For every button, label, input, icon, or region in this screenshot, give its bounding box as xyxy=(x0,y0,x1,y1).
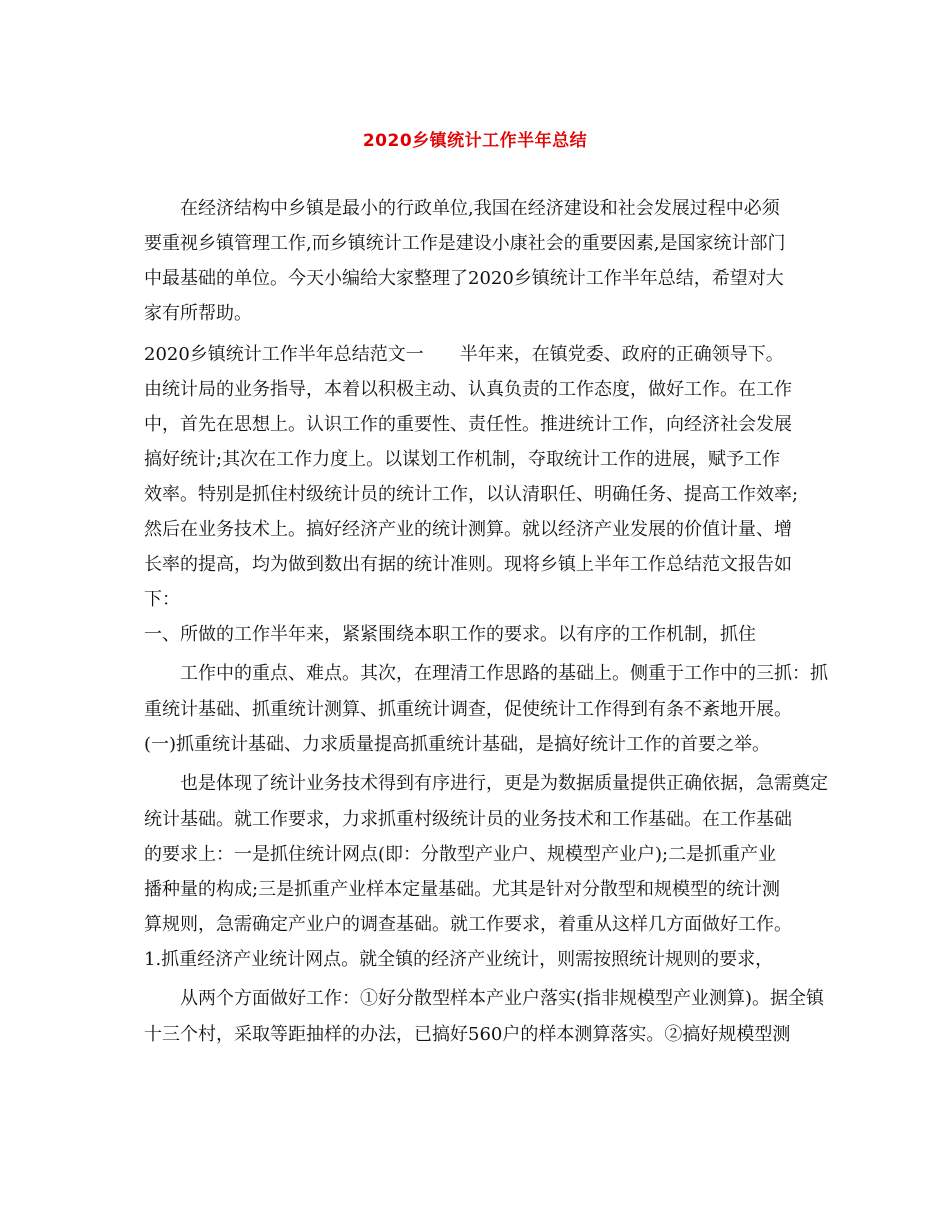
text-line: 的要求上：一是抓住统计网点(即：分散型产业户、规模型产业户);二是抓重产业 xyxy=(144,844,777,865)
text-line: 2020乡镇统计工作半年总结范文一 半年来，在镇党委、政府的正确领导下。 xyxy=(144,344,784,365)
text-line: 然后在业务技术上。搞好经济产业的统计测算。就以经济产业发展的价值计量、增 xyxy=(144,519,792,540)
text-line: 在经济结构中乡镇是最小的行政单位,我国在经济建设和社会发展过程中必须 xyxy=(180,198,780,219)
text-line: 重统计基础、抓重统计测算、抓重统计调查，促使统计工作得到有条不紊地开展。 xyxy=(144,699,792,720)
text-line: (一)抓重统计基础、力求质量提高抓重统计基础，是搞好统计工作的首要之举。 xyxy=(144,734,771,755)
text-line: 工作中的重点、难点。其次，在理清工作思路的基础上。侧重于工作中的三抓：抓 xyxy=(180,663,828,684)
text-line: 十三个村，采取等距抽样的办法，已搞好560户的样本测算落实。②搞好规模型测 xyxy=(144,1024,791,1045)
text-line: 从两个方面做好工作：①好分散型样本产业户落实(指非规模型产业测算)。据全镇 xyxy=(180,988,825,1009)
text-line: 长率的提高，均为做到数出有据的统计准则。现将乡镇上半年工作总结范文报告如 xyxy=(144,554,792,575)
text-line: 算规则，急需确定产业户的调查基础。就工作要求，着重从这样几方面做好工作。 xyxy=(144,914,792,935)
text-line: 1.抓重经济产业统计网点。就全镇的经济产业统计，则需按照统计规则的要求， xyxy=(144,949,774,970)
text-line: 一、所做的工作半年来，紧紧围绕本职工作的要求。以有序的工作机制，抓住 xyxy=(144,624,756,645)
text-line: 统计基础。就工作要求，力求抓重村级统计员的业务技术和工作基础。在工作基础 xyxy=(144,809,792,830)
text-line: 效率。特别是抓住村级统计员的统计工作，以认清职任、明确任务、提高工作效率; xyxy=(144,484,799,505)
text-line: 要重视乡镇管理工作,而乡镇统计工作是建设小康社会的重要因素,是国家统计部门 xyxy=(144,233,786,254)
text-line: 也是体现了统计业务技术得到有序进行，更是为数据质量提供正确依据，急需奠定 xyxy=(180,773,828,794)
text-line: 由统计局的业务指导，本着以积极主动、认真负责的工作态度，做好工作。在工作 xyxy=(144,379,792,400)
text-line: 播种量的构成;三是抓重产业样本定量基础。尤其是针对分散型和规模型的统计测 xyxy=(144,879,781,900)
document-title: 2020乡镇统计工作半年总结 xyxy=(362,131,588,151)
text-line: 中，首先在思想上。认识工作的重要性、责任性。推进统计工作，向经济社会发展 xyxy=(144,414,792,435)
text-line: 家有所帮助。 xyxy=(144,303,252,324)
text-line: 下： xyxy=(144,589,180,610)
text-line: 中最基础的单位。今天小编给大家整理了2020乡镇统计工作半年总结，希望对大 xyxy=(144,268,784,289)
text-line: 搞好统计;其次在工作力度上。以谋划工作机制，夺取统计工作的进展，赋予工作 xyxy=(144,449,781,470)
